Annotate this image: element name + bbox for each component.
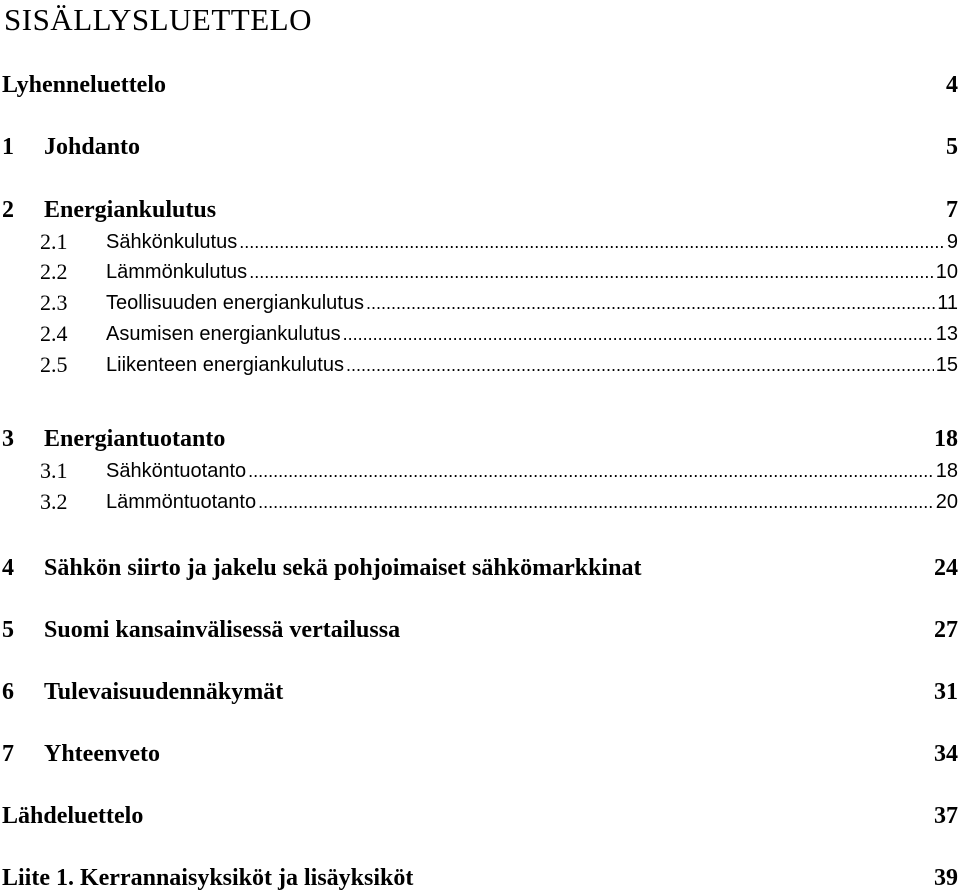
dot-leader: [366, 289, 935, 317]
toc-subentry-label: Teollisuuden energiankulutus: [106, 292, 364, 314]
toc-entry-number: 6: [2, 679, 14, 705]
dot-leader: [343, 320, 934, 348]
toc-subentry-2-4[interactable]: [0, 320, 960, 348]
toc-entry-page: 39: [934, 865, 958, 891]
toc-entry-label: Sähkön siirto ja jakelu sekä pohjoimaiset sähkömarkkinat: [44, 555, 642, 581]
toc-entry-label: Liite 1. Kerrannaisyksiköt ja lisäyksiköt: [2, 865, 414, 891]
toc-subentry-number: 2.4: [40, 321, 68, 346]
toc-subentry-2-5[interactable]: [0, 351, 960, 379]
toc-subentry-label: Lämmönkulutus: [106, 261, 248, 283]
toc-entry-yhteenveto[interactable]: [0, 739, 960, 769]
toc-entry-page: 24: [934, 555, 958, 581]
toc-entry-page: 31: [934, 679, 958, 705]
toc-entry-label: Suomi kansainvälisessä vertailussa: [44, 617, 401, 643]
toc-subentry-2-1[interactable]: [0, 228, 960, 256]
dot-leader: [258, 488, 934, 516]
toc-subentry-number: 2.2: [40, 259, 68, 284]
toc-entry-page: 18: [934, 426, 958, 452]
toc-entry-energiankulutus[interactable]: [0, 195, 960, 225]
toc-subentry-3-1[interactable]: [0, 457, 960, 485]
toc-entry-johdanto[interactable]: [0, 132, 960, 162]
toc-subentry-2-2[interactable]: [0, 258, 960, 286]
toc-entry-label: Johdanto: [44, 134, 141, 160]
toc-subentry-label: Liikenteen energiankulutus: [106, 354, 344, 376]
toc-subentry-number: 3.2: [40, 489, 68, 514]
toc-subentry-2-3[interactable]: [0, 289, 960, 317]
toc-entry-label: Energiankulutus: [44, 197, 217, 223]
toc-entry-page: 34: [934, 741, 958, 767]
toc-entry-page: 7: [946, 197, 958, 223]
toc-entry-tulevaisuudennakymat[interactable]: [0, 677, 960, 707]
toc-subentry-page: 10: [935, 261, 958, 283]
toc-entry-page: 37: [934, 803, 958, 829]
toc-subentry-page: 15: [935, 354, 958, 376]
toc-entry-page: 5: [946, 134, 958, 160]
toc-entry-page: 4: [946, 72, 958, 98]
toc-entry-label: Energiantuotanto: [44, 426, 226, 452]
toc-subentry-page: 11: [937, 292, 958, 314]
toc-subentry-page: 9: [946, 231, 958, 253]
toc-entry-label: Yhteenveto: [44, 741, 160, 767]
toc-subentry-page: 20: [935, 491, 958, 513]
toc-subentry-number: 3.1: [40, 458, 68, 483]
toc-subentry-page: 13: [935, 323, 958, 345]
toc-entry-lahdeluettelo[interactable]: [0, 801, 960, 831]
toc-entry-label: Lähdeluettelo: [2, 803, 144, 829]
toc-subentry-number: 2.5: [40, 352, 68, 377]
toc-entry-label: Lyhenneluettelo: [2, 72, 167, 98]
toc-entry-label: Tulevaisuudennäkymät: [44, 679, 284, 705]
toc-entry-number: 3: [2, 426, 14, 452]
toc-title: SISÄLLYSLUETTELO: [4, 2, 312, 37]
toc-entry-energiantuotanto[interactable]: [0, 424, 960, 454]
toc-subentry-label: Sähkönkulutus: [106, 231, 238, 253]
toc-entry-number: 7: [2, 741, 14, 767]
dot-leader: [239, 228, 945, 256]
toc-entry-suomi-vertailussa[interactable]: [0, 615, 960, 645]
toc-entry-lyhenneluettelo[interactable]: [0, 70, 960, 100]
toc-subentry-3-2[interactable]: [0, 488, 960, 516]
toc-entry-sahkon-siirto[interactable]: [0, 553, 960, 583]
toc-subentry-label: Asumisen energiankulutus: [106, 323, 341, 345]
toc-entry-page: 27: [934, 617, 958, 643]
dot-leader: [249, 258, 934, 286]
toc-subentry-number: 2.3: [40, 290, 68, 315]
toc-entry-number: 5: [2, 617, 14, 643]
toc-subentry-page: 18: [935, 460, 958, 482]
toc-entry-number: 1: [2, 134, 14, 160]
toc-entry-liite-1[interactable]: [0, 863, 960, 893]
toc-subentry-label: Lämmöntuotanto: [106, 491, 257, 513]
toc-subentry-label: Sähköntuotanto: [106, 460, 247, 482]
toc-entry-number: 4: [2, 555, 14, 581]
toc-subentry-number: 2.1: [40, 229, 68, 254]
toc-entry-number: 2: [2, 197, 14, 223]
dot-leader: [248, 457, 934, 485]
dot-leader: [346, 351, 934, 379]
